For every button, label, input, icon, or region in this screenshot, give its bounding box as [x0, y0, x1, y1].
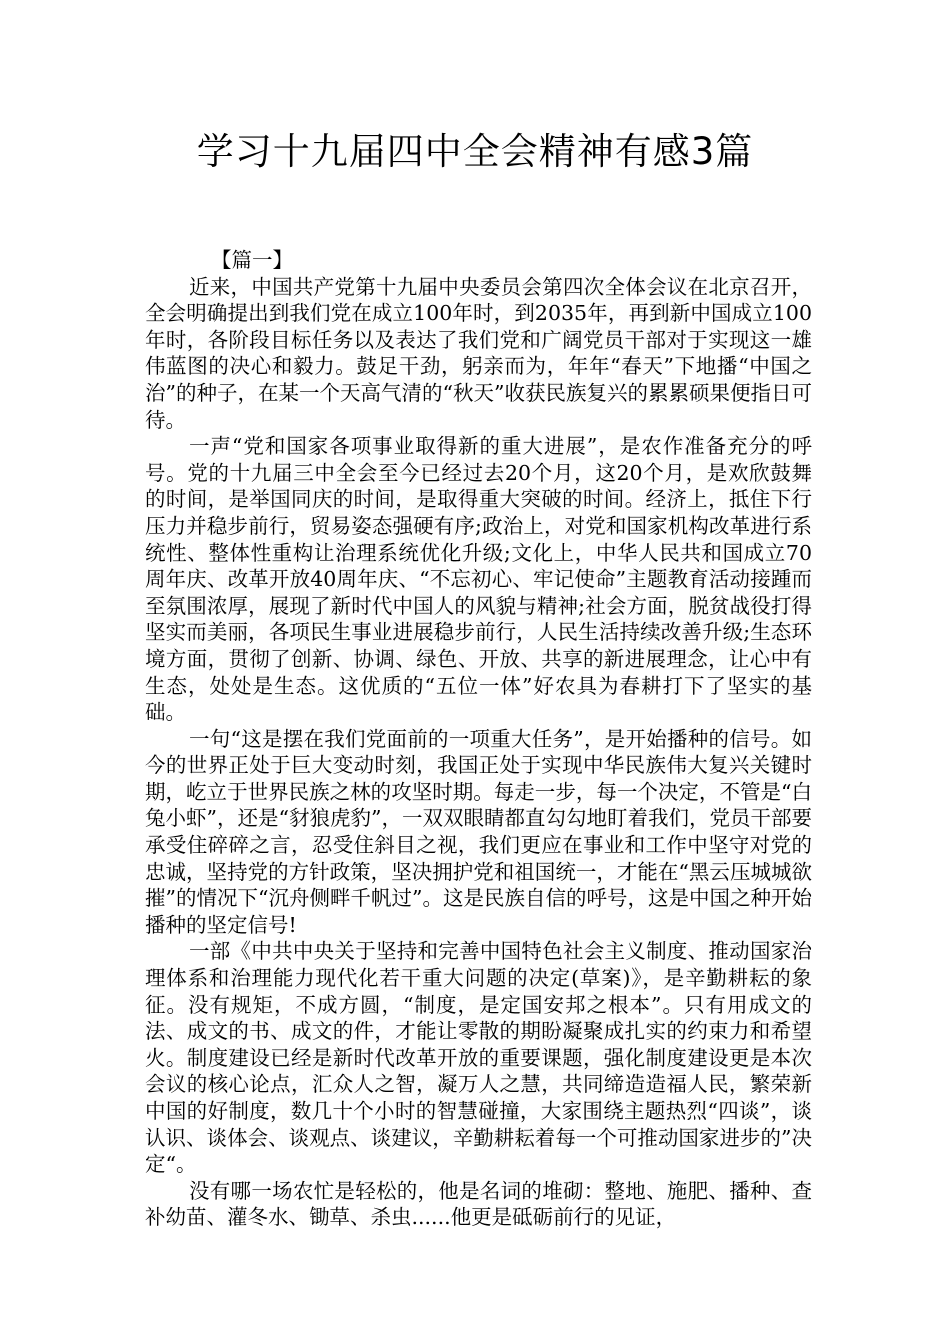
paragraph: 近来，中国共产党第十九届中央委员会第四次全体会议在北京召开，全会明确提出到我们党在成立100年时，到2035年，再到新中国成立100年时，各阶段目标任务以及表达了我们党和广阔党员干部对于实现这一雄伟蓝图的决心和毅力。鼓足干劲，躬亲而为，年年“春天”下地播“中国之治”的种子，在某一个天高气清的“秋天”收获民族复兴的累累硕果便指日可待。: [145, 274, 812, 432]
paragraph: 一部《中共中央关于坚持和完善中国特色社会主义制度、推动国家治理体系和治理能力现代化若干重大问题的决定(草案)》，是辛勤耕耘的象征。没有规矩，不成方圆，“制度，是定国安邦之根本”。只有用成文的法、成文的书、成文的件，才能让零散的期盼凝聚成扎实的约束力和希望火。制度建设已经是新时代改革开放的重要课题，强化制度建设更是本次会议的核心论点，汇众人之智，凝万人之慧，共同缔造造福人民，繁荣新中国的好制度，数几十个小时的智慧碰撞，大家围绕主题热烈“四谈”，谈认识、谈体会、谈观点、谈建议，辛勤耕耘着每一个可推动国家进步的”决定“。: [145, 939, 812, 1177]
paragraph: 没有哪一场农忙是轻松的，他是名词的堆砌：整地、施肥、播种、查补幼苗、灌冬水、锄草、杀虫......他更是砥砺前行的见证，: [145, 1178, 812, 1230]
document-title: 学习十九届四中全会精神有感3篇: [196, 130, 754, 173]
document-body: [145, 247, 812, 1231]
paragraph: 一句“这是摆在我们党面前的一项重大任务”，是开始播种的信号。如今的世界正处于巨大变动时刻，我国正处于实现中华民族伟大复兴关键时期，屹立于世界民族之林的攻坚时期。每走一步，每一个决定，不管是“白兔小虾”，还是“豺狼虎豹”，一双双眼睛都直勾勾地盯着我们，党员干部要承受住碎碎之言，忍受住斜目之视，我们更应在事业和工作中坚守对党的忠诚，坚持党的方针政策，坚决拥护党和祖国统一，才能在“黑云压城城欲摧”的情况下“沉舟侧畔千帆过”。这是民族自信的呼号，这是中国之种开始播种的坚定信号!: [145, 726, 812, 937]
section-label: 【篇一】: [211, 248, 293, 272]
paragraph: 一声“党和国家各项事业取得新的重大进展”，是农作准备充分的呼号。党的十九届三中全会至今已经过去20个月，这20个月，是欢欣鼓舞的时间，是举国同庆的时间，是取得重大突破的时间。经济上，抵住下行压力并稳步前行，贸易姿态强硬有序;政治上，对党和国家机构改革进行系统性、整体性重构让治理系统优化升级;文化上，中华人民共和国成立70周年庆、改革开放40周年庆、“不忘初心、牢记使命”主题教育活动接踵而至氛围浓厚，展现了新时代中国人的风貌与精神;社会方面，脱贫战役打得坚实而美丽，各项民生事业进展稳步前行，人民生活持续改善升级;生态环境方面，贯彻了创新、协调、绿色、开放、共享的新进展理念，让心中有生态，处处是生态。这优质的“五位一体”好农具为春耕打下了坚实的基础。: [145, 434, 812, 725]
